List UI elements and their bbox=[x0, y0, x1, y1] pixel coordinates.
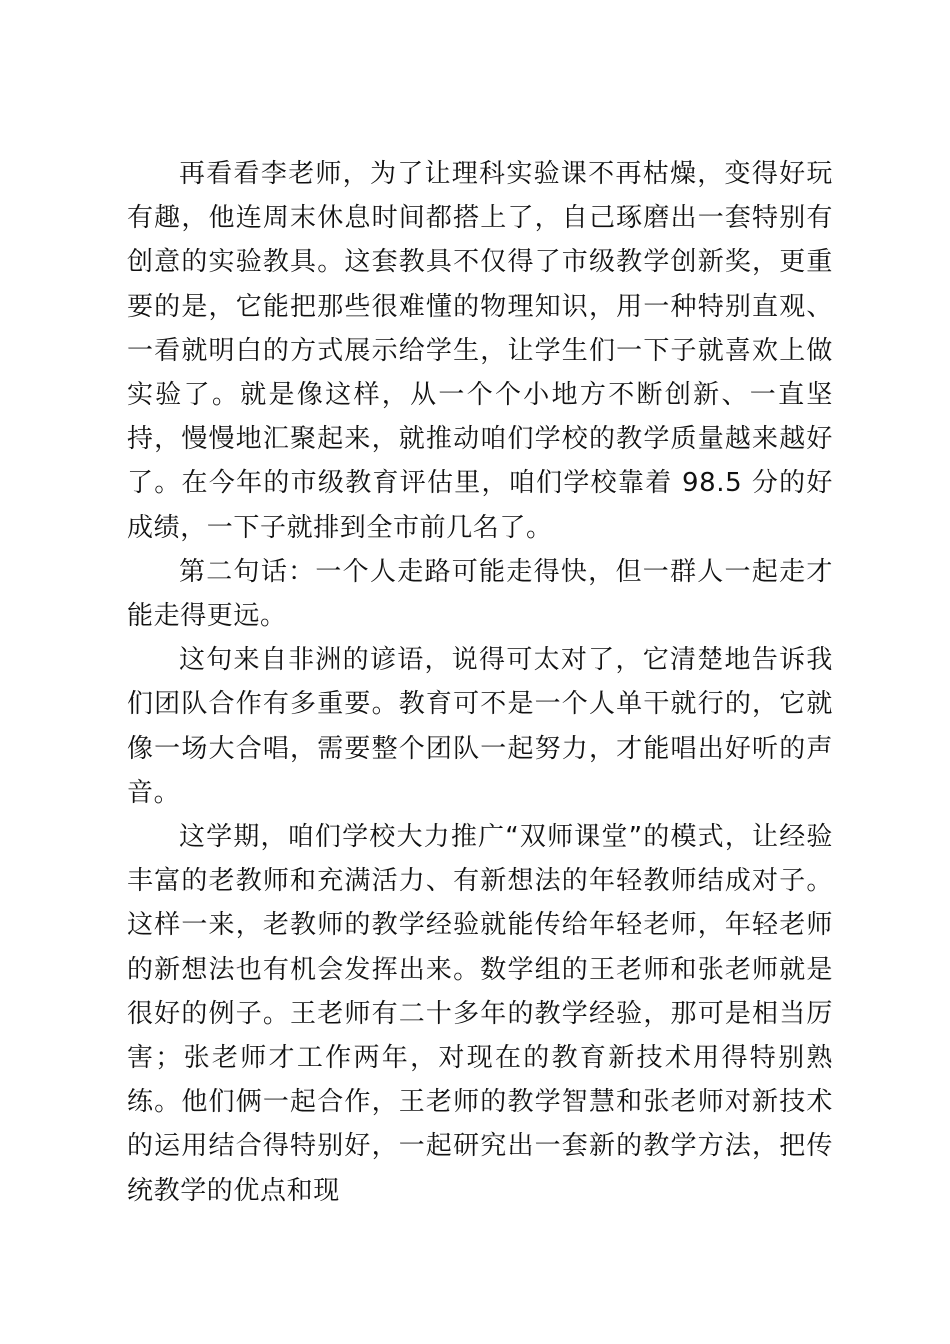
paragraph-second-saying: 第二句话：一个人走路可能走得快，但一群人一起走才能走得更远。 bbox=[127, 556, 833, 632]
paragraph-proverb: 这句来自非洲的谚语，说得可太对了，它清楚地告诉我们团队合作有多重要。教育可不是一个人单干就行的，它就像一场大合唱，需要整个团队一起努力，才能唱出好听的声音。 bbox=[127, 645, 833, 808]
paragraph-li-teacher: 再看看李老师，为了让理科实验课不再枯燥，变得好玩有趣，他连周末休息时间都搭上了，自己琢磨出一套特别有创意的实验教具。这套教具不仅得了市级教学创新奖，更重要的是，它能把那些很难懂的物理知识，用一种特别直观、一看就明白的方式展示给学生，让学生们一下子就喜欢上做实验了。就是像这样，从一个个小地方不断创新、一直坚持，慢慢地汇聚起来，就推动咱们学校的教学质量越来越好了。在今年的市级教育评估里，咱们学校靠着 98.5 分的好成绩，一下子就排到全市前几名了。 bbox=[127, 159, 833, 543]
paragraph-dual-teacher: 这学期，咱们学校大力推广“双师课堂”的模式，让经验丰富的老教师和充满活力、有新想法的年轻教师结成对子。这样一来，老教师的教学经验就能传给年轻老师，年轻老师的新想法也有机会发挥出来。数学组的王老师和张老师就是很好的例子。王老师有二十多年的教学经验，那可是相当厉害；张老师才工作两年，对现在的教育新技术用得特别熟练。他们俩一起合作，王老师的教学智慧和张老师对新技术的运用结合得特别好，一起研究出一套新的教学方法，把传统教学的优点和现 bbox=[127, 822, 833, 1206]
document-body bbox=[127, 152, 833, 1213]
